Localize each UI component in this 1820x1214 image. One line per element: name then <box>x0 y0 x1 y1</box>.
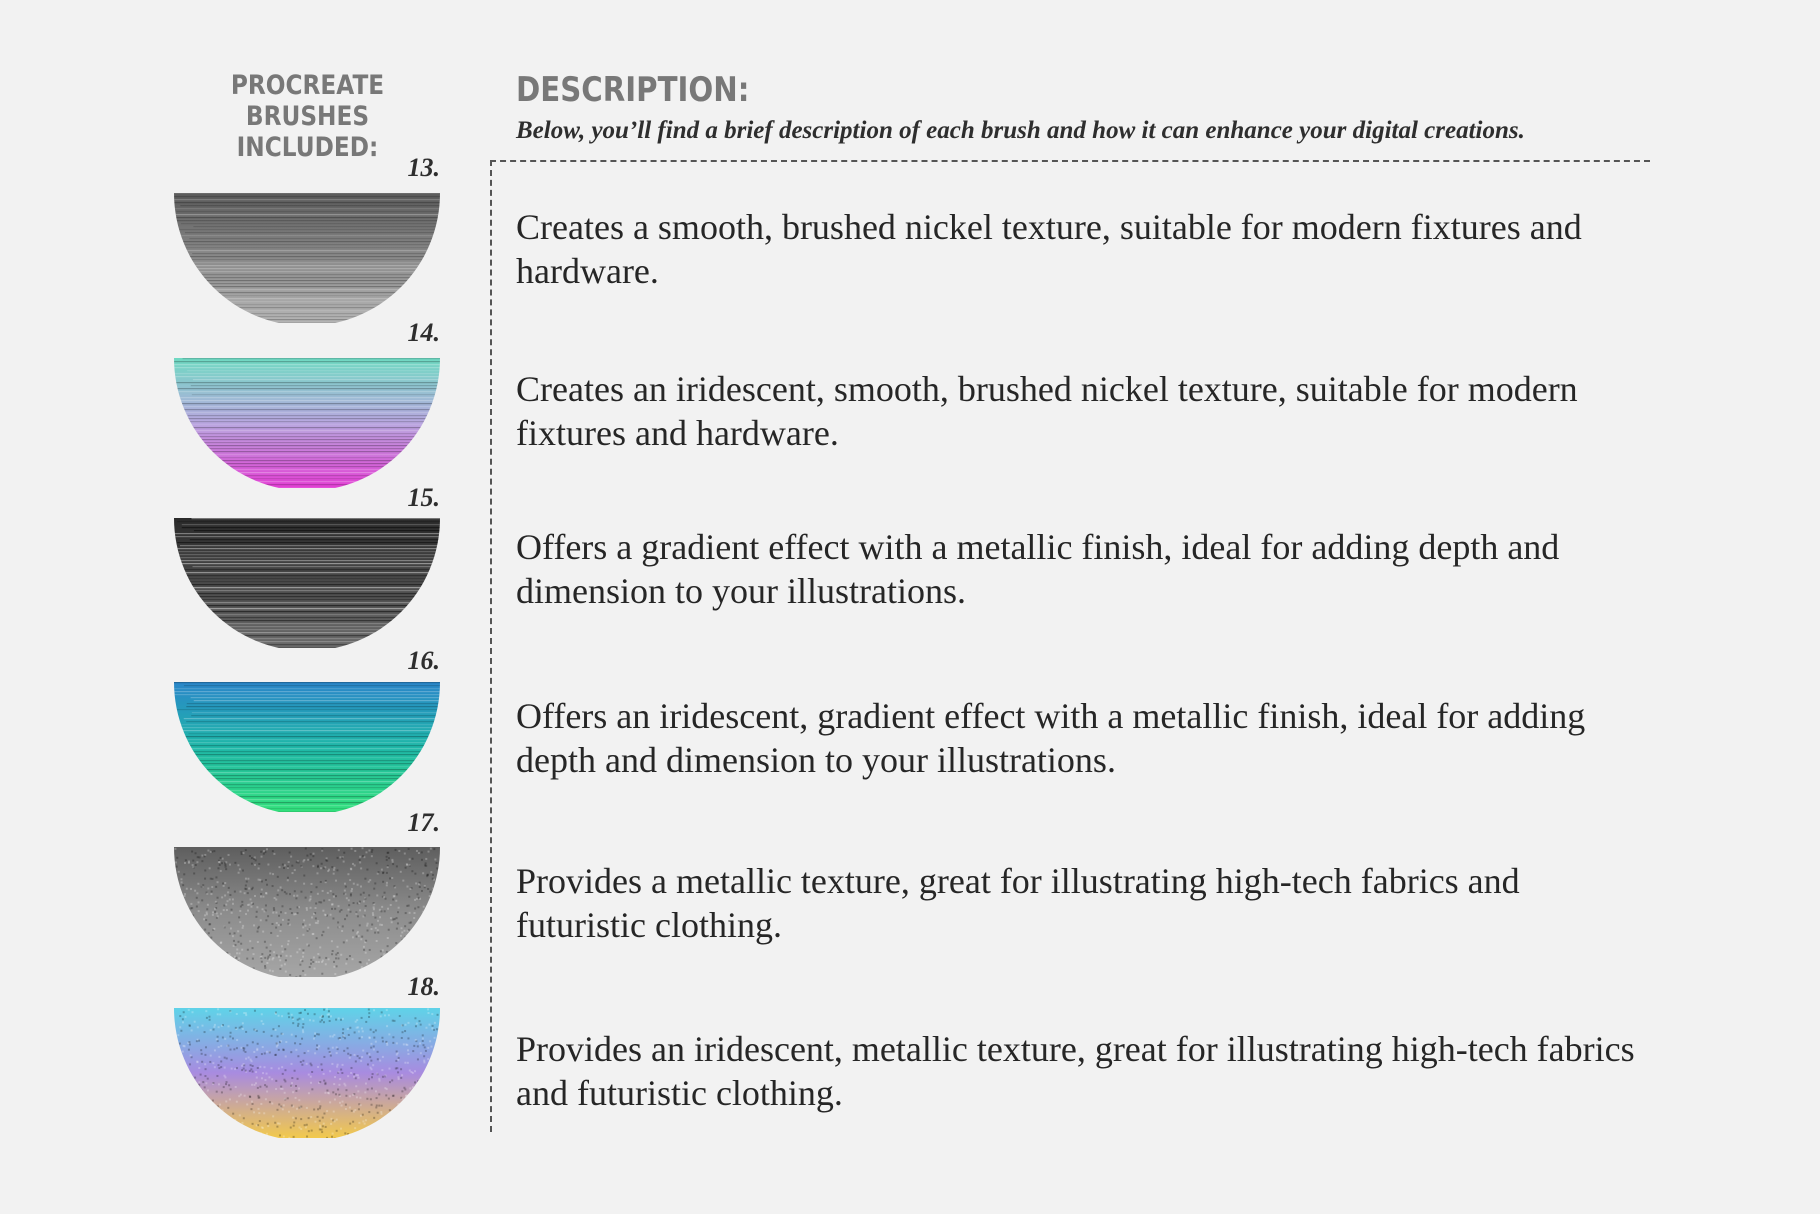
description-heading: DESCRIPTION: <box>516 70 750 110</box>
brush-description: Offers a gradient effect with a metallic finish, ideal for adding depth and dimension to your illustrations. <box>516 527 1560 611</box>
brush-number: 16. <box>407 646 440 675</box>
description-subtitle: Below, you’ll find a brief description of each brush and how it can enhance your digital creations. <box>516 117 1525 144</box>
brush-swatch-14 <box>174 358 440 488</box>
brush-description: Creates a smooth, brushed nickel texture, suitable for modern fixtures and hardware. <box>516 207 1582 291</box>
brush-description: Creates an iridescent, smooth, brushed nickel texture, suitable for modern fixtures and hardware. <box>516 369 1578 453</box>
brush-number: 15. <box>407 483 440 512</box>
brush-swatch-16 <box>174 682 440 812</box>
brush-number: 13. <box>407 153 440 182</box>
brush-description: Provides an iridescent, metallic texture, great for illustrating high-tech fabrics and futuristic clothing. <box>516 1029 1635 1113</box>
brush-swatch-15 <box>174 518 440 648</box>
vertical-dashed-divider <box>490 160 492 1132</box>
heading-line-1: PROCREATE <box>230 70 385 101</box>
brush-description: Offers an iridescent, gradient effect with a metallic finish, ideal for adding depth and dimension to your illustrations. <box>516 696 1586 780</box>
brush-number: 18. <box>407 972 440 1001</box>
brush-number: 17. <box>407 808 440 837</box>
brush-description: Provides a metallic texture, great for illustrating high-tech fabrics and futuristic clothing. <box>516 861 1520 945</box>
brush-swatch-13 <box>174 193 440 323</box>
horizontal-dashed-divider <box>490 160 1650 162</box>
brush-number: 14. <box>407 318 440 347</box>
brush-swatch-18 <box>174 1008 440 1138</box>
heading-line-2: BRUSHES INCLUDED: <box>236 101 379 163</box>
brush-swatch-17 <box>174 847 440 977</box>
brushes-included-heading <box>181 70 435 163</box>
